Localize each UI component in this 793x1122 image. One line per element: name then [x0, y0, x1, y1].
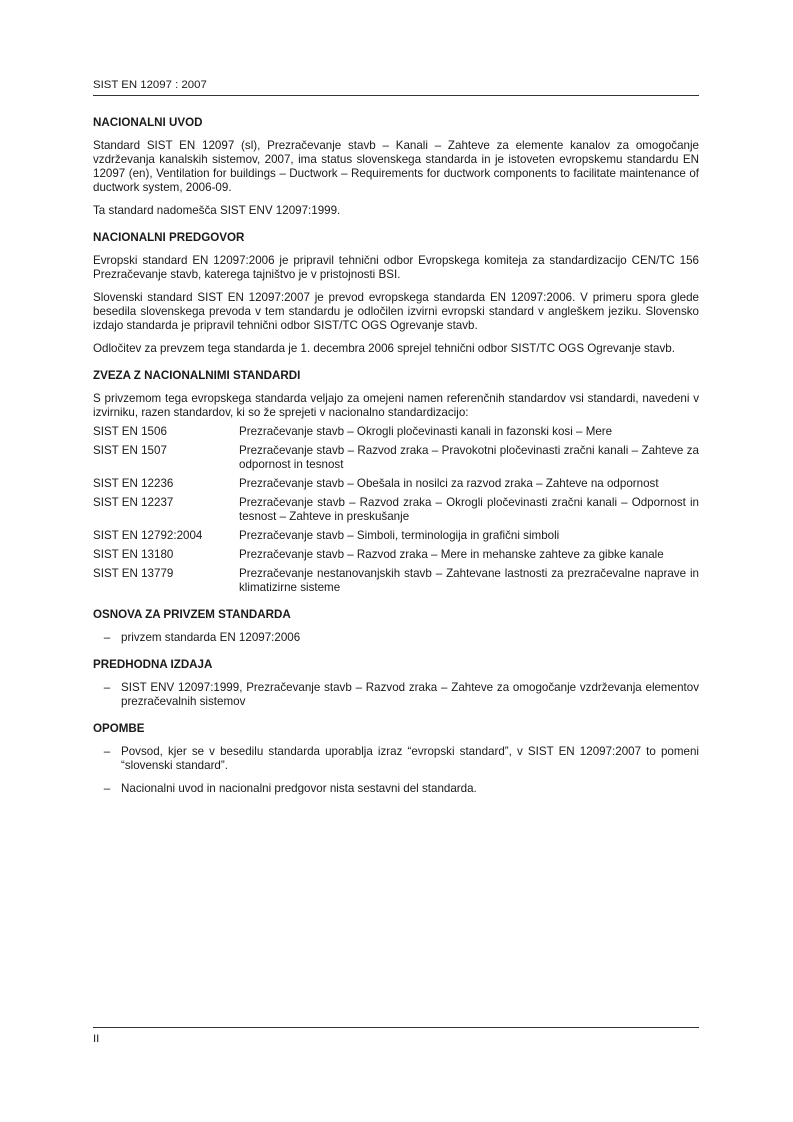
table-row — [93, 567, 699, 600]
standard-code: SIST EN 1506 — [93, 425, 167, 438]
section-heading: ZVEZA Z NACIONALNIMI STANDARDI — [93, 369, 301, 382]
section-zveza-z-nacionalnimi-standardi — [93, 369, 699, 600]
section-nacionalni-predgovor — [93, 231, 699, 356]
list-item-text: Nacionalni uvod in nacionalni predgovor nista sestavni del standarda. — [121, 782, 477, 795]
standard-code: SIST EN 1507 — [93, 444, 167, 457]
list-item-text: Povsod, kjer se v besedilu standarda uporablja izraz “evropski standard”, v SIST EN 12097:2007 to pomeni “slovenski standard”. — [121, 745, 699, 772]
standards-table — [93, 425, 699, 600]
dash-bullet: – — [103, 631, 111, 644]
standard-title: Prezračevanje stavb – Razvod zraka – Pravokotni pločevinasti zračni kanali – Zahteve za odpornost in tesnost — [239, 444, 699, 471]
standard-title: Prezračevanje stavb – Razvod zraka – Okrogli pločevinasti zračni kanali – Odpornost in tesnost – Zahteve in preskušanje — [239, 496, 699, 523]
section-predhodna-izdaja — [93, 658, 699, 709]
list-item-text: privzem standarda EN 12097:2006 — [121, 631, 301, 644]
paragraph: S privzemom tega evropskega standarda veljajo za omejeni namen referenčnih standardov vsi standardi, navedeni v izvirniku, razen standardov, ki so že sprejeti v nacionalno standardizacijo: — [93, 392, 699, 419]
paragraph: Standard SIST EN 12097 (sl), Prezračevanje stavb – Kanali – Zahteve za elemente kanalov za omogočanje vzdrževanja kanalskih sistemov, 2007, ima status slovenskega standarda in je istoveten evropskemu standardu EN 12097 (en), Ventilation for buildings – Ductwork – Requirements for ductwork components to facilitate maintenance of ductwork system, 2006-09. — [93, 139, 699, 194]
table-row — [93, 425, 699, 444]
dash-bullet: – — [103, 681, 111, 694]
table-row — [93, 529, 699, 548]
list-item — [93, 681, 699, 709]
list-item — [93, 745, 699, 773]
dash-bullet: – — [103, 745, 111, 758]
standard-title: Prezračevanje stavb – Obešala in nosilci za razvod zraka – Zahteve na odpornost — [239, 477, 659, 490]
standard-code: SIST EN 12236 — [93, 477, 174, 490]
page-number: II — [93, 1033, 100, 1045]
section-heading: PREDHODNA IZDAJA — [93, 658, 213, 671]
document-body — [93, 116, 699, 805]
table-row — [93, 477, 699, 496]
paragraph: Evropski standard EN 12097:2006 je pripravil tehnični odbor Evropskega komiteja za standardizacijo CEN/TC 156 Prezračevanje stavb, katerega tajništvo je v pristojnosti BSI. — [93, 254, 699, 281]
section-osnova-za-privzem — [93, 608, 699, 645]
section-heading: NACIONALNI UVOD — [93, 116, 203, 129]
section-heading: OPOMBE — [93, 722, 145, 735]
dash-bullet: – — [103, 782, 111, 795]
list-item — [93, 782, 699, 796]
list-item — [93, 631, 699, 645]
standard-code: SIST EN 13180 — [93, 548, 174, 561]
table-row — [93, 444, 699, 477]
section-heading: NACIONALNI PREDGOVOR — [93, 231, 245, 244]
table-row — [93, 548, 699, 567]
paragraph: Slovenski standard SIST EN 12097:2007 je prevod evropskega standarda EN 12097:2006. V primeru spora glede besedila slovenskega prevoda v tem standardu je odločilen izvirni evropski standard v angleškem jeziku. Slovensko izdajo standarda je pripravil tehnični odbor SIST/TC OGS Ogrevanje stavb. — [93, 291, 699, 332]
standard-title: Prezračevanje stavb – Razvod zraka – Mere in mehanske zahteve za gibke kanale — [239, 548, 664, 561]
standard-title: Prezračevanje nestanovanjskih stavb – Zahtevane lastnosti za prezračevalne naprave in klimatizirne sisteme — [239, 567, 699, 594]
list-item-text: SIST ENV 12097:1999, Prezračevanje stavb – Razvod zraka – Zahteve za omogočanje vzdrževanja elementov prezračevalnih sistemov — [121, 681, 699, 708]
section-heading: OSNOVA ZA PRIVZEM STANDARDA — [93, 608, 291, 621]
paragraph: Odločitev za prevzem tega standarda je 1. decembra 2006 sprejel tehnični odbor SIST/TC OGS Ogrevanje stavb. — [93, 342, 675, 355]
standard-title: Prezračevanje stavb – Okrogli pločevinasti kanali in fazonski kosi – Mere — [239, 425, 613, 438]
paragraph: Ta standard nadomešča SIST ENV 12097:1999. — [93, 204, 341, 217]
header-rule — [93, 95, 699, 96]
table-row — [93, 496, 699, 529]
running-head: SIST EN 12097 : 2007 — [93, 79, 207, 91]
standard-code: SIST EN 12792:2004 — [93, 529, 203, 542]
standard-code: SIST EN 13779 — [93, 567, 174, 580]
section-opombe — [93, 722, 699, 796]
standard-title: Prezračevanje stavb – Simboli, terminologija in grafični simboli — [239, 529, 560, 542]
section-nacionalni-uvod — [93, 116, 699, 218]
footer-rule — [93, 1027, 699, 1028]
standard-code: SIST EN 12237 — [93, 496, 174, 509]
